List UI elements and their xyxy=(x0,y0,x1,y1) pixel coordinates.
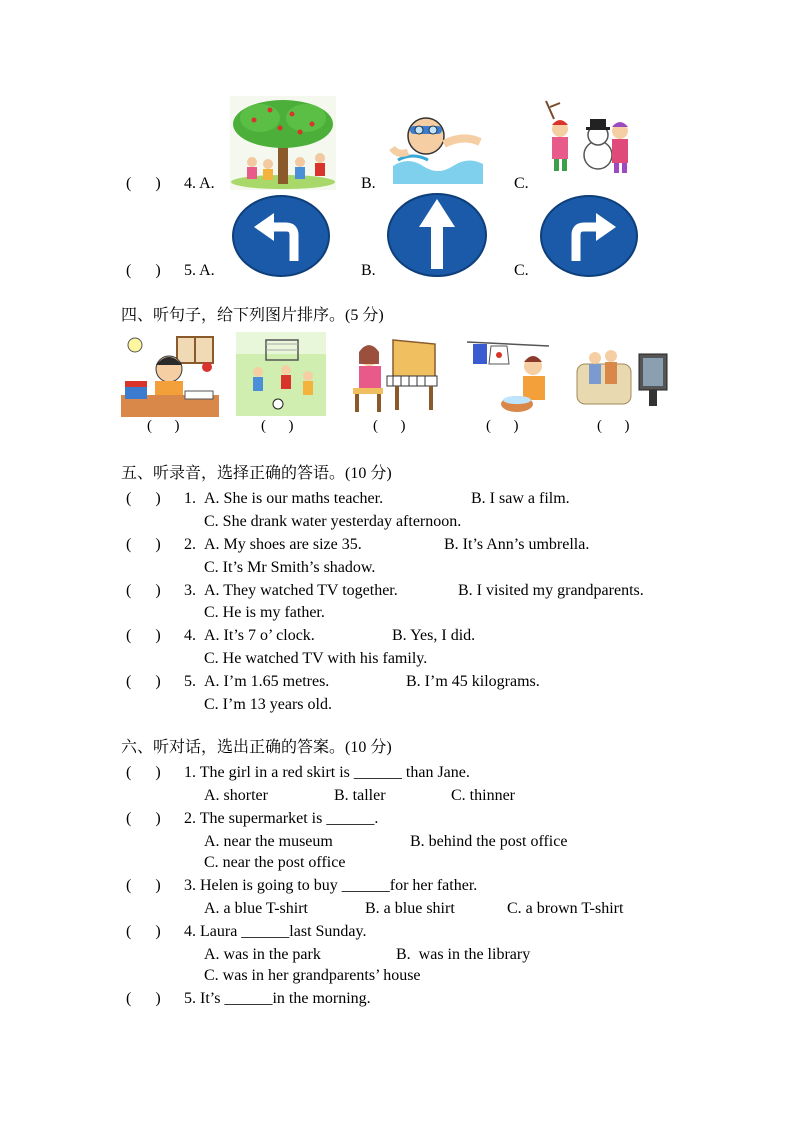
option-b: B. taller xyxy=(334,787,386,804)
tree-children-picture xyxy=(230,96,336,190)
section4-blank-4[interactable]: ( ) xyxy=(486,418,519,434)
option-c: C. He watched TV with his family. xyxy=(204,650,428,667)
item-number: 1. xyxy=(184,490,196,507)
answer-paren[interactable]: ( ) xyxy=(126,764,161,781)
option-a: A. It’s 7 o’ clock. xyxy=(204,627,315,644)
answer-paren[interactable]: ( ) xyxy=(126,490,161,507)
option-a: A. was in the park xyxy=(204,946,321,963)
option-a: A. They watched TV together. xyxy=(204,582,398,599)
section4-blank-5[interactable]: ( ) xyxy=(597,418,630,434)
option-c: C. near the post office xyxy=(204,854,346,871)
item-number: 2. xyxy=(184,536,196,553)
item-number: 5. xyxy=(184,673,196,690)
paren-q4[interactable]: ( ) xyxy=(126,175,161,192)
item-number: 4. xyxy=(184,627,196,644)
option-c: C. thinner xyxy=(451,787,515,804)
washing-clothes-picture xyxy=(463,328,553,416)
section4-blank-1[interactable]: ( ) xyxy=(147,418,180,434)
option-b: B. I visited my grandparents. xyxy=(458,582,644,599)
option-b: B. Yes, I did. xyxy=(392,627,476,644)
snowman-picture xyxy=(540,97,634,189)
study-desk-picture xyxy=(119,333,221,417)
option-b: B. behind the post office xyxy=(410,833,568,850)
option-a: A. I’m 1.65 metres. xyxy=(204,673,330,690)
section4-blank-2[interactable]: ( ) xyxy=(261,418,294,434)
answer-paren[interactable]: ( ) xyxy=(126,536,161,553)
question-text: 3. Helen is going to buy ______for her father. xyxy=(184,877,478,894)
section4-title: 四、听句子，给下列图片排序。(5 分) xyxy=(121,307,384,324)
option-c: C. was in her grandparents’ house xyxy=(204,967,421,984)
option-c: C. I’m 13 years old. xyxy=(204,696,332,713)
q4-label-b: B. xyxy=(361,175,376,192)
turn-right-sign-icon xyxy=(540,195,638,277)
option-b: B. I’m 45 kilograms. xyxy=(406,673,540,690)
option-a: A. a blue T-shirt xyxy=(204,900,308,917)
answer-paren[interactable]: ( ) xyxy=(126,810,161,827)
question-text: 4. Laura ______last Sunday. xyxy=(184,923,367,940)
section4-blank-3[interactable]: ( ) xyxy=(373,418,406,434)
option-c: C. It’s Mr Smith’s shadow. xyxy=(204,559,376,576)
question-text: 2. The supermarket is ______. xyxy=(184,810,379,827)
section6-title: 六、听对话，选出正确的答案。(10 分) xyxy=(121,739,392,756)
option-c: C. She drank water yesterday afternoon. xyxy=(204,513,462,530)
option-b: B. was in the library xyxy=(396,946,531,963)
watching-tv-picture xyxy=(573,344,669,416)
section5-title: 五、听录音，选择正确的答语。(10 分) xyxy=(121,465,392,482)
answer-paren[interactable]: ( ) xyxy=(126,627,161,644)
option-a: A. She is our maths teacher. xyxy=(204,490,384,507)
option-b: B. It’s Ann’s umbrella. xyxy=(444,536,590,553)
q5-label-b: B. xyxy=(361,262,376,279)
option-a: A. near the museum xyxy=(204,833,333,850)
paren-q5[interactable]: ( ) xyxy=(126,262,161,279)
q4-label-c: C. xyxy=(514,175,529,192)
option-a: A. My shoes are size 35. xyxy=(204,536,362,553)
answer-paren[interactable]: ( ) xyxy=(126,877,161,894)
answer-paren[interactable]: ( ) xyxy=(126,673,161,690)
item-number: 3. xyxy=(184,582,196,599)
option-c: C. He is my father. xyxy=(204,604,325,621)
q4-label-a: 4. A. xyxy=(184,175,215,192)
turn-left-sign-icon xyxy=(232,195,330,277)
soccer-field-picture xyxy=(236,332,326,416)
question-text: 5. It’s ______in the morning. xyxy=(184,990,371,1007)
piano-picture xyxy=(347,330,439,416)
swimming-picture xyxy=(388,96,488,188)
option-c: C. a brown T-shirt xyxy=(507,900,624,917)
answer-paren[interactable]: ( ) xyxy=(126,990,161,1007)
option-b: B. a blue shirt xyxy=(365,900,455,917)
answer-paren[interactable]: ( ) xyxy=(126,582,161,599)
q5-label-a: 5. A. xyxy=(184,262,215,279)
question-text: 1. The girl in a red skirt is ______ than Jane. xyxy=(184,764,470,781)
option-b: B. I saw a film. xyxy=(471,490,570,507)
answer-paren[interactable]: ( ) xyxy=(126,923,161,940)
straight-ahead-sign-icon xyxy=(387,193,487,277)
q5-label-c: C. xyxy=(514,262,529,279)
option-a: A. shorter xyxy=(204,787,268,804)
